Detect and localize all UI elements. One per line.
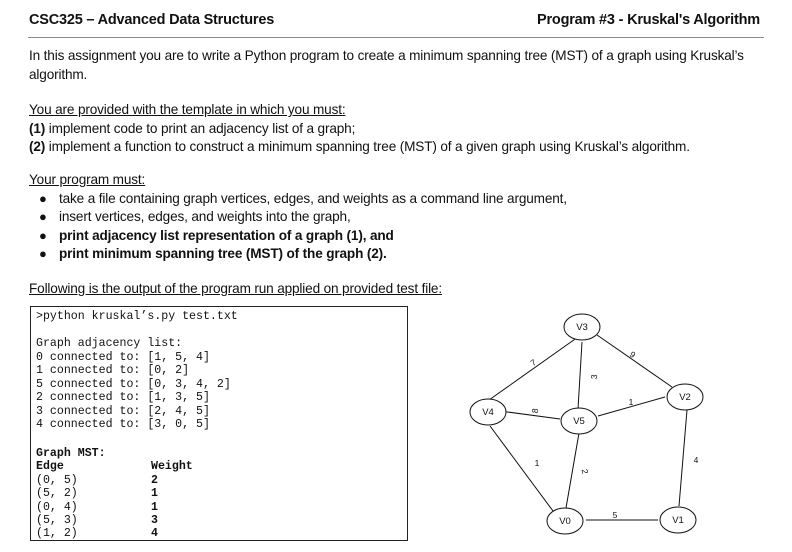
edge-weight-label: 5 xyxy=(612,510,618,520)
edge-v4-v0 xyxy=(490,426,553,511)
node-label: V1 xyxy=(672,515,684,526)
requirements-heading: Your program must: xyxy=(29,172,146,187)
adjacency-line: 5 connected to: [0, 3, 4, 2] xyxy=(36,378,231,391)
item-2-text: implement a function to construct a minimum spanning tree (MST) of a given graph using Kruskal’s algorithm. xyxy=(45,139,690,154)
mst-weight: 3 xyxy=(151,514,158,527)
intro-line-2: algorithm. xyxy=(29,66,88,82)
bullet-icon: ● xyxy=(39,190,47,206)
graph-nodes xyxy=(470,314,703,534)
mst-weight: 2 xyxy=(151,474,158,487)
intro-line-1: In this assignment you are to write a Python program to create a minimum spanning tree (MST) of a graph using Kruskal’s xyxy=(29,48,744,63)
weight-column-header: Weight xyxy=(151,460,193,473)
edge-weight-label: 3 xyxy=(588,373,600,380)
mst-edge: (5, 3) xyxy=(36,514,78,527)
item-1-number: (1) xyxy=(29,120,46,136)
node-label: V3 xyxy=(576,322,588,333)
mst-weight: 1 xyxy=(151,487,158,500)
edge-weight-label: 1 xyxy=(628,397,634,407)
mst-heading: Graph MST: xyxy=(36,447,106,460)
item-1-text: implement code to print an adjacency list of a graph; xyxy=(45,120,356,136)
edge-weight-label: 4 xyxy=(693,455,699,465)
node-label: V5 xyxy=(573,416,585,427)
adjacency-line: 4 connected to: [3, 0, 5] xyxy=(36,418,210,431)
node-label: V2 xyxy=(679,392,691,403)
adjacency-line: 1 connected to: [0, 2] xyxy=(36,364,190,377)
requirement-item: ● print minimum spanning tree (MST) of the graph (2). xyxy=(29,245,567,264)
program-title: Program #3 - Kruskal's Algorithm xyxy=(537,12,760,28)
adjacency-heading: Graph adjacency list: xyxy=(36,337,183,350)
console-command: >python kruskal’s.py test.txt xyxy=(36,310,238,323)
bullet-icon: ● xyxy=(39,209,47,224)
node-label: V0 xyxy=(559,516,571,527)
item-2-number: (2) xyxy=(29,139,46,154)
adjacency-line: 0 connected to: [1, 5, 4] xyxy=(36,351,210,364)
template-heading: You are provided with the template in which you must: xyxy=(29,102,346,117)
requirement-item: ● take a file containing graph vertices, edges, and weights as a command line argument, xyxy=(29,190,567,209)
mst-edge: (5, 2) xyxy=(36,487,78,500)
edge-v2-v1 xyxy=(679,410,687,506)
mst-edge: (1, 2) xyxy=(36,527,78,540)
bullet-icon: ● xyxy=(39,227,47,243)
adjacency-line: 3 connected to: [2, 4, 5] xyxy=(36,405,210,418)
edge-v5-v0 xyxy=(566,433,579,508)
mst-weight: 4 xyxy=(151,527,158,540)
edge-v3-v5 xyxy=(578,342,582,409)
edge-weight-label: 8 xyxy=(529,407,541,414)
edge-weight-label: 9 xyxy=(627,349,638,360)
output-heading: Following is the output of the program run applied on provided test file: xyxy=(29,281,442,296)
edge-weight-label: 2 xyxy=(579,468,591,475)
edge-v3-v2 xyxy=(597,335,672,387)
node-label: V4 xyxy=(482,407,494,418)
edge-weight-label: 1 xyxy=(534,458,540,468)
requirement-item: ● print adjacency list representation of a graph (1), and xyxy=(29,227,567,246)
mst-weight: 1 xyxy=(151,501,158,514)
edge-weight-label: 7 xyxy=(528,357,539,368)
edge-column-header: Edge xyxy=(36,460,64,473)
bullet-icon: ● xyxy=(39,246,47,261)
requirement-item: ● insert vertices, edges, and weights into the graph, xyxy=(29,208,567,227)
course-title: CSC325 – Advanced Data Structures xyxy=(29,12,275,28)
mst-edge: (0, 5) xyxy=(36,474,78,487)
mst-edge: (0, 4) xyxy=(36,501,78,514)
edge-weight-labels xyxy=(528,349,698,520)
adjacency-line: 2 connected to: [1, 3, 5] xyxy=(36,391,210,404)
edge-v3-v4 xyxy=(489,337,578,400)
